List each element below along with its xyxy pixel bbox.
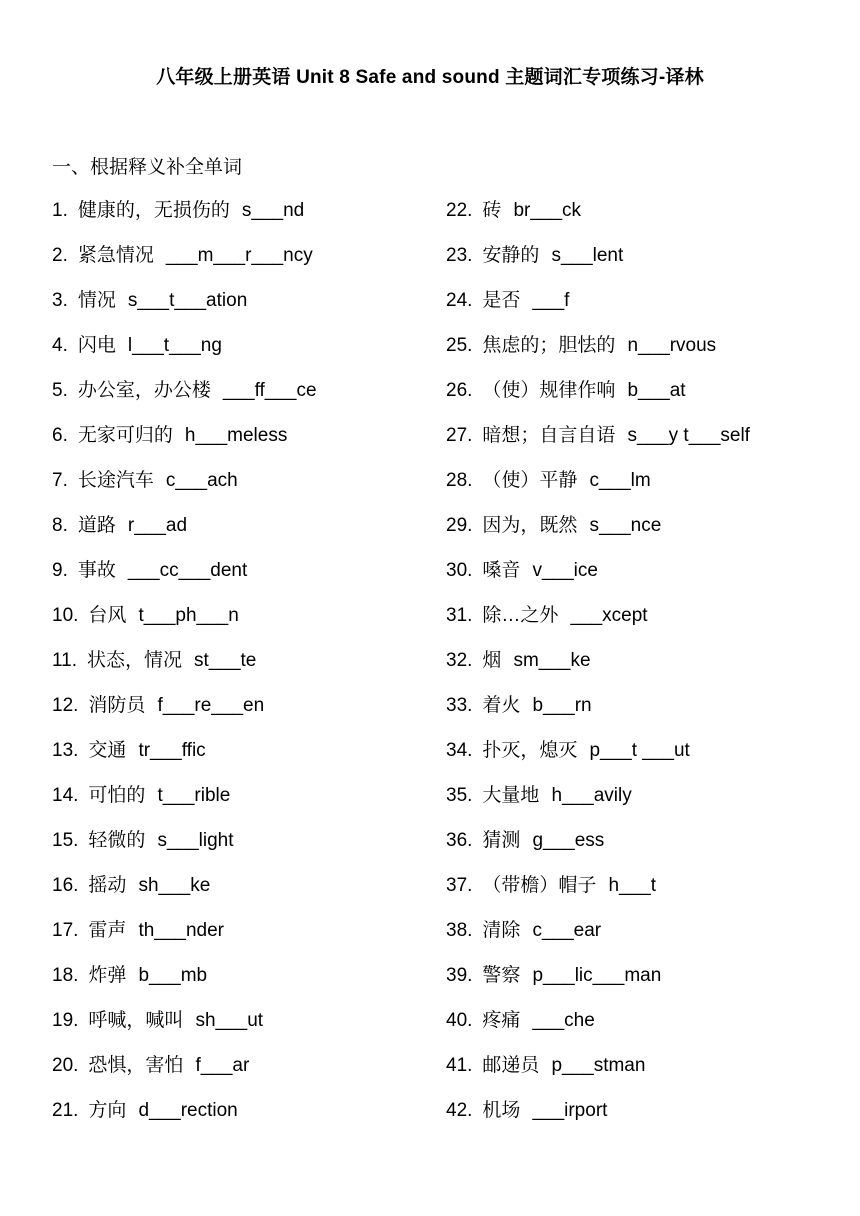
- item-chinese-meaning: （使）规律作响: [482, 380, 616, 401]
- exercise-item: [446, 1006, 826, 1051]
- item-chinese-meaning: 事故: [77, 560, 116, 581]
- item-number: 19.: [52, 1010, 79, 1031]
- exercise-item: [446, 421, 826, 466]
- item-chinese-meaning: 大量地: [482, 785, 540, 806]
- item-number: 12.: [52, 695, 79, 716]
- item-chinese-meaning: 健康的，无损伤的: [77, 200, 230, 221]
- exercise-item: [52, 331, 432, 376]
- item-word-blank: ___cc___dent: [127, 560, 248, 581]
- page-title: 八年级上册英语 Unit 8 Safe and sound 主题词汇专项练习-译林: [156, 67, 704, 88]
- item-chinese-meaning: 除…之外: [482, 605, 559, 626]
- item-number: 13.: [52, 740, 79, 761]
- item-number: 10.: [52, 605, 79, 626]
- item-number: 35.: [446, 785, 473, 806]
- item-word-blank: g___ess: [532, 830, 605, 851]
- item-chinese-meaning: 因为，既然: [482, 515, 578, 536]
- item-chinese-meaning: （使）平静: [482, 470, 578, 491]
- item-chinese-meaning: 呼喊，喊叫: [88, 1010, 184, 1031]
- item-chinese-meaning: 恐惧，害怕: [88, 1055, 184, 1076]
- item-chinese-meaning: 长途汽车: [77, 470, 154, 491]
- item-chinese-meaning: 嗓音: [482, 560, 521, 581]
- item-number: 25.: [446, 335, 473, 356]
- item-chinese-meaning: 方向: [88, 1100, 127, 1121]
- exercise-item: [446, 241, 826, 286]
- item-chinese-meaning: 安静的: [482, 245, 540, 266]
- item-chinese-meaning: 状态，情况: [87, 650, 183, 671]
- item-chinese-meaning: 警察: [482, 965, 521, 986]
- exercise-item: [446, 556, 826, 601]
- item-number: 42.: [446, 1100, 473, 1121]
- item-word-blank: b___mb: [138, 965, 208, 986]
- exercise-item: [446, 916, 826, 961]
- item-number: 11.: [52, 650, 78, 671]
- item-number: 14.: [52, 785, 79, 806]
- item-chinese-meaning: 扑灭，熄灭: [482, 740, 578, 761]
- item-chinese-meaning: 可怕的: [88, 785, 146, 806]
- item-word-blank: h___t: [608, 875, 656, 896]
- item-chinese-meaning: 砖: [482, 200, 502, 221]
- item-word-blank: s___nce: [589, 515, 662, 536]
- item-number: 31.: [446, 605, 473, 626]
- item-number: 18.: [52, 965, 79, 986]
- item-number: 1.: [52, 200, 68, 221]
- item-number: 29.: [446, 515, 473, 536]
- exercise-item: [446, 961, 826, 1006]
- exercise-item: [446, 511, 826, 556]
- exercise-item: [52, 196, 432, 241]
- item-word-blank: h___avily: [551, 785, 632, 806]
- item-number: 30.: [446, 560, 473, 581]
- item-number: 21.: [52, 1100, 79, 1121]
- item-chinese-meaning: 无家可归的: [77, 425, 173, 446]
- item-word-blank: l___t___ng: [127, 335, 222, 356]
- exercise-item: [446, 826, 826, 871]
- item-chinese-meaning: 道路: [77, 515, 116, 536]
- item-chinese-meaning: 疼痛: [482, 1010, 521, 1031]
- item-word-blank: ___che: [532, 1010, 595, 1031]
- item-chinese-meaning: 摇动: [88, 875, 127, 896]
- item-number: 6.: [52, 425, 68, 446]
- item-number: 22.: [446, 200, 473, 221]
- item-number: 3.: [52, 290, 68, 311]
- item-word-blank: f___re___en: [157, 695, 265, 716]
- item-word-blank: p___t ___ut: [589, 740, 690, 761]
- item-word-blank: tr___ffic: [138, 740, 206, 761]
- item-chinese-meaning: 紧急情况: [77, 245, 154, 266]
- item-word-blank: t___ph___n: [138, 605, 239, 626]
- item-number: 34.: [446, 740, 473, 761]
- exercise-item: [446, 286, 826, 331]
- exercise-item: [446, 376, 826, 421]
- exercise-item: [446, 601, 826, 646]
- item-number: 16.: [52, 875, 79, 896]
- item-word-blank: b___rn: [532, 695, 592, 716]
- exercise-item: [52, 736, 432, 781]
- item-chinese-meaning: 焦虑的；胆怯的: [482, 335, 616, 356]
- item-number: 39.: [446, 965, 473, 986]
- exercise-item: [52, 691, 432, 736]
- exercise-item: [52, 1051, 432, 1096]
- item-word-blank: sm___ke: [513, 650, 591, 671]
- item-word-blank: sh___ke: [138, 875, 211, 896]
- item-word-blank: v___ice: [532, 560, 598, 581]
- item-word-blank: r___ad: [127, 515, 188, 536]
- item-word-blank: s___y t___self: [627, 425, 750, 446]
- item-number: 36.: [446, 830, 473, 851]
- item-number: 23.: [446, 245, 473, 266]
- item-number: 5.: [52, 380, 68, 401]
- item-chinese-meaning: 清除: [482, 920, 521, 941]
- exercise-item: [52, 601, 432, 646]
- item-number: 40.: [446, 1010, 473, 1031]
- item-word-blank: p___stman: [551, 1055, 646, 1076]
- item-number: 24.: [446, 290, 473, 311]
- item-number: 15.: [52, 830, 79, 851]
- exercise-item: [446, 196, 826, 241]
- exercise-item: [52, 466, 432, 511]
- item-word-blank: th___nder: [138, 920, 225, 941]
- exercise-item: [446, 466, 826, 511]
- item-number: 26.: [446, 380, 473, 401]
- item-word-blank: ___ff___ce: [222, 380, 317, 401]
- exercise-item: [446, 1051, 826, 1096]
- item-chinese-meaning: 雷声: [88, 920, 127, 941]
- item-number: 27.: [446, 425, 473, 446]
- exercise-item: [52, 826, 432, 871]
- exercise-item: [52, 871, 432, 916]
- item-chinese-meaning: 消防员: [88, 695, 146, 716]
- exercise-item: [52, 241, 432, 286]
- item-chinese-meaning: 交通: [88, 740, 127, 761]
- item-chinese-meaning: 炸弹: [88, 965, 127, 986]
- left-column: [52, 196, 432, 1141]
- item-word-blank: st___te: [194, 650, 257, 671]
- section-heading: 一、根据释义补全单词: [52, 157, 243, 178]
- item-chinese-meaning: 办公室，办公楼: [77, 380, 211, 401]
- item-word-blank: p___lic___man: [532, 965, 662, 986]
- item-number: 9.: [52, 560, 68, 581]
- item-number: 17.: [52, 920, 79, 941]
- item-chinese-meaning: 烟: [482, 650, 502, 671]
- exercise-item: [446, 691, 826, 736]
- item-chinese-meaning: 轻微的: [88, 830, 146, 851]
- item-word-blank: br___ck: [513, 200, 582, 221]
- item-word-blank: b___at: [627, 380, 686, 401]
- exercise-item: [52, 421, 432, 466]
- item-number: 4.: [52, 335, 68, 356]
- item-number: 2.: [52, 245, 68, 266]
- item-chinese-meaning: 机场: [482, 1100, 521, 1121]
- exercise-item: [52, 961, 432, 1006]
- item-word-blank: n___rvous: [627, 335, 717, 356]
- item-word-blank: t___rible: [157, 785, 231, 806]
- exercise-item: [52, 376, 432, 421]
- item-word-blank: ___f: [532, 290, 570, 311]
- exercise-item: [446, 331, 826, 376]
- exercise-item: [446, 781, 826, 826]
- item-word-blank: ___xcept: [570, 605, 648, 626]
- item-number: 28.: [446, 470, 473, 491]
- exercise-item: [446, 1096, 826, 1141]
- item-chinese-meaning: 邮递员: [482, 1055, 540, 1076]
- item-word-blank: ___irport: [532, 1100, 608, 1121]
- item-word-blank: s___t___ation: [127, 290, 248, 311]
- exercise-item: [52, 556, 432, 601]
- item-number: 8.: [52, 515, 68, 536]
- exercise-item: [52, 286, 432, 331]
- item-word-blank: sh___ut: [195, 1010, 264, 1031]
- exercise-item: [52, 916, 432, 961]
- exercise-item: [446, 736, 826, 781]
- exercise-item: [446, 871, 826, 916]
- exercise-item: [52, 1006, 432, 1051]
- item-chinese-meaning: 暗想；自言自语: [482, 425, 616, 446]
- item-word-blank: ___m___r___ncy: [165, 245, 313, 266]
- item-number: 33.: [446, 695, 473, 716]
- item-word-blank: s___light: [157, 830, 234, 851]
- exercise-item: [52, 1096, 432, 1141]
- item-chinese-meaning: 闪电: [77, 335, 116, 356]
- item-chinese-meaning: 猜测: [482, 830, 521, 851]
- item-word-blank: s___nd: [241, 200, 305, 221]
- item-word-blank: c___ach: [165, 470, 238, 491]
- item-number: 7.: [52, 470, 68, 491]
- item-number: 38.: [446, 920, 473, 941]
- exercise-item: [52, 511, 432, 556]
- item-chinese-meaning: 情况: [77, 290, 116, 311]
- item-word-blank: c___lm: [589, 470, 651, 491]
- item-number: 32.: [446, 650, 473, 671]
- exercise-item: [52, 646, 432, 691]
- exercise-item: [52, 781, 432, 826]
- item-word-blank: s___lent: [551, 245, 624, 266]
- item-word-blank: f___ar: [195, 1055, 250, 1076]
- exercise-item: [446, 646, 826, 691]
- item-chinese-meaning: 着火: [482, 695, 521, 716]
- item-chinese-meaning: 是否: [482, 290, 521, 311]
- item-word-blank: c___ear: [532, 920, 602, 941]
- right-column: [446, 196, 826, 1141]
- item-word-blank: d___rection: [138, 1100, 238, 1121]
- item-chinese-meaning: 台风: [88, 605, 127, 626]
- item-word-blank: h___meless: [184, 425, 288, 446]
- item-number: 20.: [52, 1055, 79, 1076]
- item-number: 41.: [446, 1055, 473, 1076]
- item-chinese-meaning: （带檐）帽子: [482, 875, 597, 896]
- item-number: 37.: [446, 875, 473, 896]
